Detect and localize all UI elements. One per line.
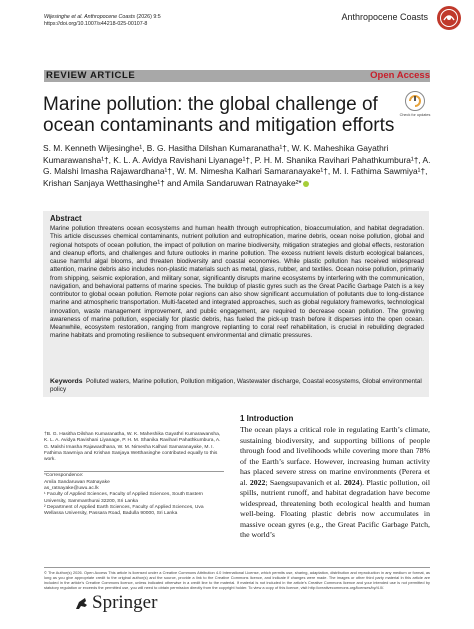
introduction-body [240,425,430,541]
introduction-heading: 1 Introduction [240,414,294,423]
article-title: Marine pollution: the global challenge of ocean contaminants and mitigation efforts [43,94,395,136]
equal-contribution-note: †B. G. Hasitha Dilshan Kumaranatha, W. K. Maheshika Gayathri Kumarawansha, K. L. A. Avidya Ravishani Liyanage, P. H. M. Shanika Ravihari Pahathkumbura, A. G. Malshi Imasha Rajawardhana, W. M. Nimesha Kalhari Samaranayake, M. I. Fathima Sawmiya and Krishan Sanjaya Wetthasinghe contributed equally to this work. [44,432,221,463]
springer-horse-icon [74,596,90,611]
intro-text-2: ; Saengsupavanich et al. [265,477,344,487]
article-type: REVIEW ARTICLE [46,70,136,81]
doi-link[interactable]: https://doi.org/10.1007/s44218-025-00107-8 [44,21,148,27]
license-text: © The Author(s) 2026. Open Access This article is licensed under a Creative Commons Attribution 4.0 International License, which permits use, sharing, adaptation, distribution and reproduction in any medium or format, as long as you give appropriate credit to the original author(s) and the source, provide a link to the Creative Commons licence, and indicate if changes were made. The images or other third party material in this article are included in the article’s Creative Commons licence, unless indicated otherwise in a credit line to the material. If material is not included in the article’s Creative Commons licence and your intended use is not permitted by statutory regulation or exceeds the permitted use, you will need to obtain permission directly from the copyright holder. To view a copy of this licence, visit http://creativecommons.org/licenses/by/4.0/. [44,570,430,590]
ref-link-1[interactable]: 2022 [249,477,266,487]
abstract-heading: Abstract [50,214,82,223]
correspondence-label: *Correspondence: [44,473,84,479]
keywords [50,378,424,395]
orcid-icon[interactable] [303,181,309,187]
intro-text-3: ). Plastic pollution, oil spills, nutrient runoff, and habitat degradation have become widespread, threatening both ecological health and human well-being. Floating plastic debris now accumulates in massive ocean gyres (e.g., the Great Pacific Garbage Patch, the world’s [240,477,431,539]
ref-link-2[interactable]: 2024 [343,477,360,487]
keywords-label: Keywords [50,378,83,385]
correspondence-email[interactable]: as_ratnayake@uwu.ac.lk [44,486,99,492]
keywords-list: Polluted waters, Marine pollution, Pollution mitigation, Wastewater discharge, Coastal ecosystems, Global environmental policy [50,378,422,394]
footer-divider [44,567,430,568]
citation-year: (2026) 9:5 [136,14,161,20]
citation [44,14,161,28]
affiliation-1: ¹ Faculty of Applied Sciences, Faculty of Applied Sciences, South Eastern University, Sammanthurai 32200, Sri Lanka [44,492,204,504]
author-list [43,143,439,189]
citation-line1: Wijesinghe et al. Anthropocene Coasts [44,14,136,20]
journal-name: Anthropocene Coasts [341,12,428,22]
check-for-updates-icon[interactable] [404,90,426,112]
publisher-logo: Springer [92,592,158,613]
abstract-body: Marine pollution threatens ocean ecosystems and human health through eutrophication, bioaccumulation, and habitat degradation. This article discusses chemical contaminants, nutrient pollution and eutrophication, marine debris, ocean noise pollution, global and regional hotspots of ocean pollution, the impact of pollution on marine biodiversity, mitigation strategies and global effects, restoration and cleanup efforts, and challenges and future outlooks in marine pollution. The excess nutrient levels disturb ecological balances, cause harmful algal blooms, and threaten biodiversity and coastal economies. While plastic pollution has received widespread attention, marine debris also includes non-plastic materials such as metal, glass, rubber, and textiles. Ocean noise pollution, primarily from shipping, seismic exploration, and military sonar, significantly disrupts marine ecosystems by interfering with the communication, navigation, and behavioral patterns of marine species. The buildup of plastic gyres such as the Great Pacific Garbage Patch is a key contributor to global ocean pollution. Remote polar regions can also show significant accumulation of pollutants due to long-distance marine and atmospheric transportation. Multi-faceted and integrated approaches, such as global regulatory frameworks, technological innovation, waste management improvement, and public engagement, are required to decrease ocean pollution. The growing awareness of marine pollution, especially for plastic debris, has fueled the pick-up trash before it disperses into the open ocean. Meanwhile, ecosystem restoration, ranging from mangrove replanting to coral reef rehabilitation, is crucial in rebuilding degraded marine habitats and promoting resilience to subsequent environmental and climatic pressures. [50,225,424,340]
author-notes [44,432,224,518]
authors-text: S. M. Kenneth Wijesinghe¹, B. G. Hasitha Dilshan Kumaranatha¹†, W. K. Maheshika Gayathri Kumarawansha¹†, K. L. A. Avidya Ravishani Liyanage¹†, P. H. M. Shanika Ravihari Pahathkumbura¹†, A. G. Malshi Imasha Rajawardhana¹†, W. M. Nimesha Kalhari Samaranayake¹†, M. I. Fathima Sawmiya¹†, Krishan Sanjaya Wetthasinghe¹† and Amila Sandaruwan Ratnayake²* [43,143,431,188]
correspondence-name: Amila Sandaruwan Ratnayake [44,479,110,485]
check-for-updates-label[interactable]: Check for updates [399,113,431,117]
journal-seal-logo [436,5,462,31]
open-access-label: Open Access [370,70,430,81]
notes-divider [44,471,224,472]
affiliation-2: ² Department of Applied Earth Sciences, Faculty of Applied Sciences, Uva Wellassa University, Passara Road, Badulla 90000, Sri Lanka [44,504,204,517]
intro-text-1: The ocean plays a critical role in regulating Earth’s climate, sustaining biodiversity, and supporting billions of people through food and livelihoods while covering more than 78% of the Earth’s surface. However, increasing human activity has placed severe stress on marine environments (Perera et al. [240,425,430,487]
